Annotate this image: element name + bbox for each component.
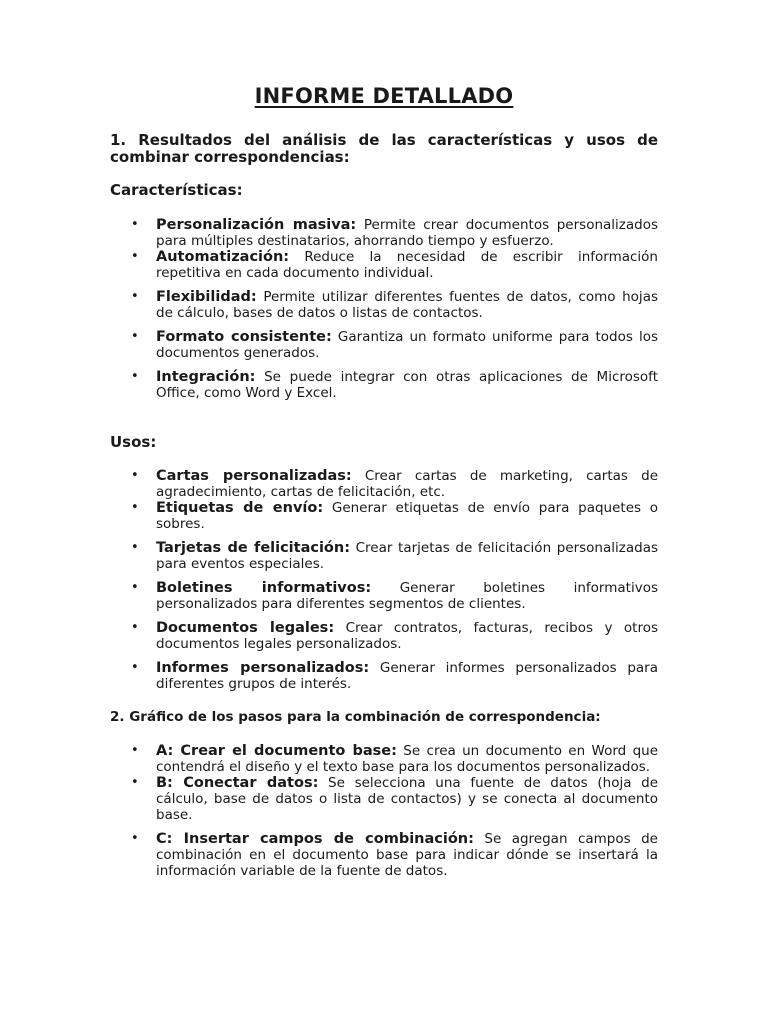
list-item <box>110 660 658 692</box>
item-text: Se puede integrar con otras aplicaciones de Microsoft Office, como Word y Excel. <box>156 369 658 401</box>
bullet-icon: • <box>131 217 139 232</box>
item-term: C: Insertar campos de combinación: <box>156 831 474 847</box>
list-item <box>110 500 658 532</box>
uses-list <box>110 468 658 692</box>
list-item <box>110 468 658 500</box>
item-term: Formato consistente: <box>156 329 332 345</box>
item-text: Crear tarjetas de felicitación personalizadas para eventos especiales. <box>156 540 658 572</box>
item-term: Integración: <box>156 369 256 385</box>
features-list <box>110 217 658 401</box>
bullet-icon: • <box>131 580 139 595</box>
list-item <box>110 620 658 652</box>
item-text: Crear contratos, facturas, recibos y otros documentos legales personalizados. <box>156 620 658 652</box>
bullet-icon: • <box>131 540 139 555</box>
bullet-icon: • <box>131 831 139 846</box>
bullet-icon: • <box>131 468 139 483</box>
bullet-icon: • <box>131 500 139 515</box>
item-term: B: Conectar datos: <box>156 775 319 791</box>
section-2-heading: 2. Gráfico de los pasos para la combinación de correspondencia: <box>110 709 601 725</box>
item-text: Se crea un documento en Word que contendrá el diseño y el texto base para los documentos personalizados. <box>156 743 659 775</box>
bullet-icon: • <box>131 620 139 635</box>
item-text: Generar informes personalizados para diferentes grupos de interés. <box>156 660 659 692</box>
item-term: Documentos legales: <box>156 620 335 636</box>
item-term: Personalización masiva: <box>156 217 357 233</box>
list-item <box>110 329 658 361</box>
item-text: Permite crear documentos personalizados para múltiples destinatarios, ahorrando tiempo y esfuerzo. <box>156 217 659 249</box>
list-item <box>110 289 658 321</box>
item-text: Permite utilizar diferentes fuentes de datos, como hojas de cálculo, bases de datos o listas de contactos. <box>156 289 658 321</box>
list-item <box>110 580 658 612</box>
item-term: Cartas personalizadas: <box>156 468 352 484</box>
list-item <box>110 775 658 823</box>
list-item <box>110 831 658 879</box>
steps-list <box>110 743 658 879</box>
item-text: Crear cartas de marketing, cartas de agradecimiento, cartas de felicitación, etc. <box>156 468 658 500</box>
bullet-icon: • <box>131 660 139 675</box>
list-item <box>110 217 658 249</box>
bullet-icon: • <box>131 249 139 264</box>
item-term: Etiquetas de envío: <box>156 500 324 516</box>
features-heading: Características: <box>110 181 243 199</box>
bullet-icon: • <box>131 369 139 384</box>
item-text: Se agregan campos de combinación en el documento base para indicar dónde se insertará la información variable de la fuente de datos. <box>156 831 658 879</box>
list-item <box>110 369 658 401</box>
item-term: A: Crear el documento base: <box>156 743 397 759</box>
document-title: INFORME DETALLADO <box>254 84 514 108</box>
item-term: Tarjetas de felicitación: <box>156 540 351 556</box>
item-term: Automatización: <box>156 249 290 265</box>
item-term: Boletines informativos: <box>156 580 372 596</box>
item-text: Garantiza un formato uniforme para todos los documentos generados. <box>156 329 658 361</box>
bullet-icon: • <box>131 743 139 758</box>
item-text: Reduce la necesidad de escribir información repetitiva en cada documento individual. <box>156 249 658 281</box>
bullet-icon: • <box>131 775 139 790</box>
bullet-icon: • <box>131 329 139 344</box>
item-text: Se selecciona una fuente de datos (hoja de cálculo, base de datos o lista de contactos) y se conecta al documento base. <box>156 775 659 823</box>
list-item <box>110 743 658 775</box>
list-item <box>110 249 658 281</box>
item-term: Informes personalizados: <box>156 660 370 676</box>
list-item <box>110 540 658 572</box>
item-text: Generar etiquetas de envío para paquetes o sobres. <box>156 500 658 532</box>
section-1-heading: 1. Resultados del análisis de las características y usos de combinar correspondencias: <box>110 131 658 166</box>
item-text: Generar boletines informativos personalizados para diferentes segmentos de clientes. <box>156 580 658 612</box>
item-term: Flexibilidad: <box>156 289 257 305</box>
bullet-icon: • <box>131 289 139 304</box>
uses-heading: Usos: <box>110 433 157 451</box>
